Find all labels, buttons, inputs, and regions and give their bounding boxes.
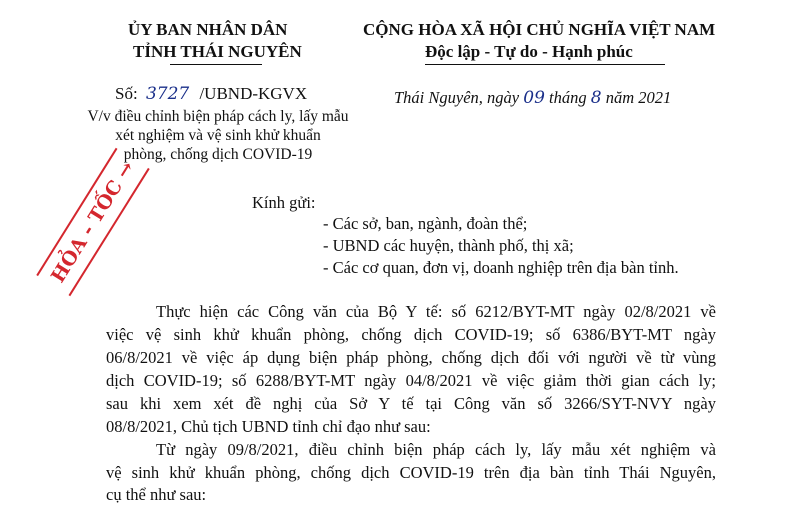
subject-line-1: V/v điều chỉnh biện pháp cách ly, lấy mẫu [87,108,349,125]
nation-motto: Độc lập - Tự do - Hạnh phúc [425,42,633,61]
urgent-stamp [35,147,152,298]
date-day-handwritten: 09 [523,88,545,108]
subject-line-2: xét nghiệm và vệ sinh khử khuẩn [115,127,321,144]
agency-name: ỦY BAN NHÂN DÂN [128,20,288,39]
body-paragraph-2-line: vệ sinh khử khuẩn phòng, chống dịch COVID-19 trên địa bàn tỉnh Thái Nguyên, [106,463,716,482]
body-paragraph-1-line: Thực hiện các Công văn của Bộ Y tế: số 6212/BYT-MT ngày 02/8/2021 về [156,302,716,321]
arrow-right-icon: → [111,157,140,183]
issue-date [394,88,671,108]
body-paragraph-1-line: việc vệ sinh khử khuẩn phòng, chống dịch COVID-19; số 6386/BYT-MT ngày [106,325,716,344]
date-month-label: tháng [549,88,587,107]
date-year: năm 2021 [605,88,672,107]
doc-number-suffix: /UBND-KGVX [199,84,308,103]
motto-underline [425,64,665,65]
recipient-item: - Các cơ quan, đơn vị, doanh nghiệp trên địa bàn tỉnh. [323,258,679,277]
body-paragraph-1-line: dịch COVID-19; số 6288/BYT-MT ngày 04/8/2021 về việc giảm thời gian cách ly; [106,371,716,390]
body-paragraph-2-line: cụ thể như sau: [106,485,207,504]
body-paragraph-1-line: sau khi xem xét đề nghị của Sở Y tế tại Công văn số 3266/SYT-NVY ngày [106,394,716,413]
nation-title: CỘNG HÒA XÃ HỘI CHỦ NGHĨA VIỆT NAM [363,20,716,39]
recipient-item: - UBND các huyện, thành phố, thị xã; [323,236,574,255]
body-paragraph-1-line: 08/8/2021, Chủ tịch UBND tỉnh chỉ đạo như sau: [106,417,431,436]
doc-number-label: Số: [115,84,138,103]
doc-number [115,84,307,104]
stamp-text: HỎA - TỐC [46,176,128,287]
recipient-greeting: Kính gửi: [252,193,316,212]
recipient-item: - Các sở, ban, ngành, đoàn thể; [323,214,528,233]
subject-line-3: phòng, chống dịch COVID-19 [123,146,313,163]
agency-underline [170,64,262,65]
body-paragraph-1-line: 06/8/2021 về việc áp dụng biện pháp phòng, chống dịch đối với người về từ vùng [106,348,716,367]
date-prefix: Thái Nguyên, ngày [394,88,520,107]
body-paragraph-2-line: Từ ngày 09/8/2021, điều chỉnh biện pháp cách ly, lấy mẫu xét nghiệm và [156,440,716,459]
agency-province: TỈNH THÁI NGUYÊN [133,42,302,61]
date-month-handwritten: 8 [590,88,602,108]
doc-number-handwritten: 3727 [145,84,190,104]
